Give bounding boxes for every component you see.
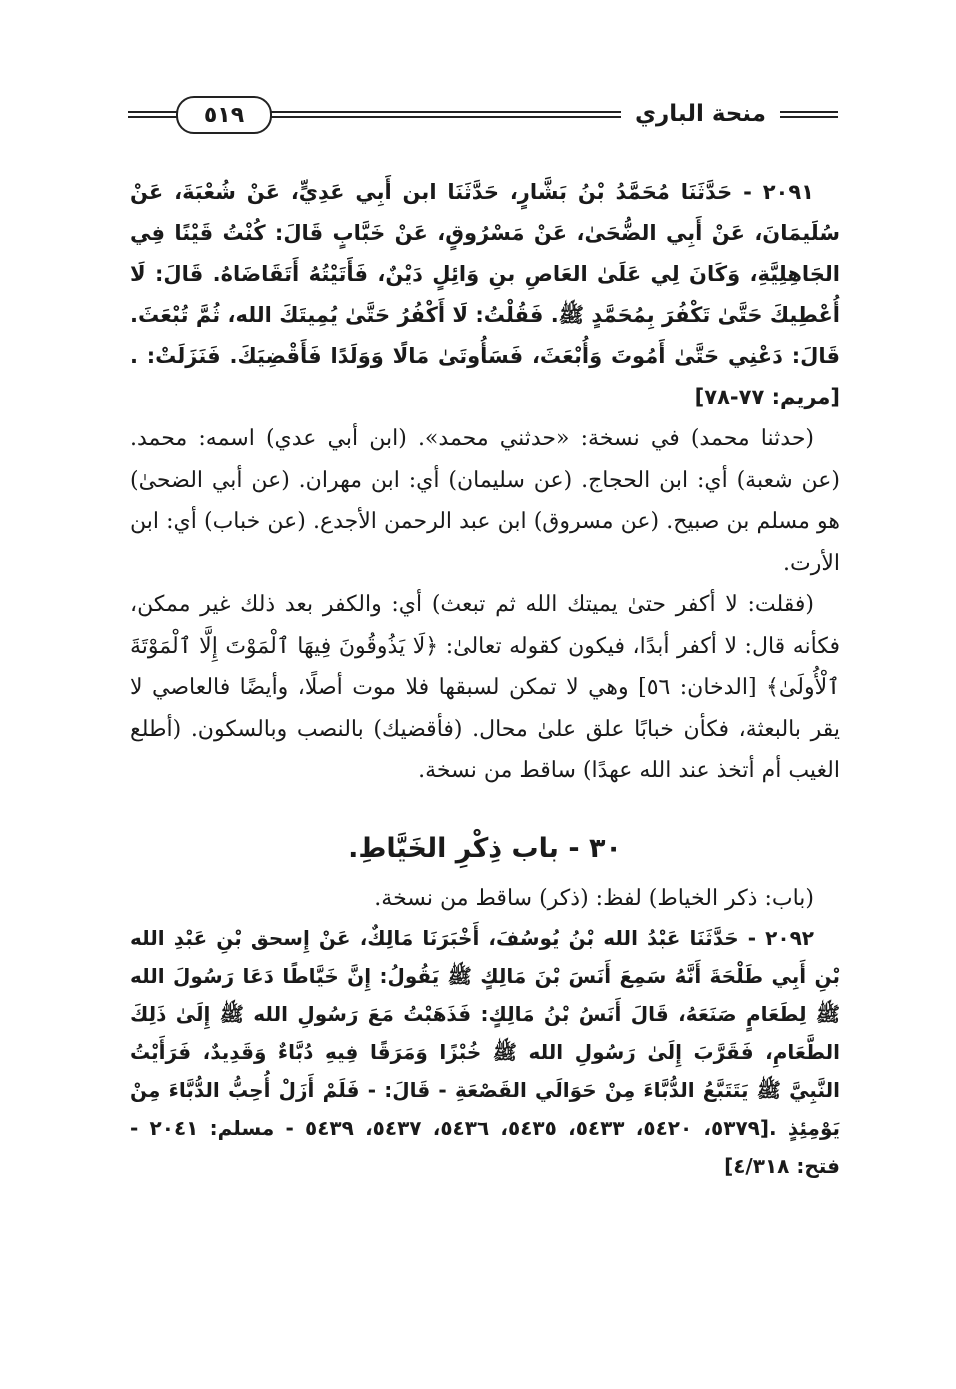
page-header [128, 92, 838, 138]
hadith-2092: ٢٠٩٢ - حَدَّثَنَا عَبْدُ الله بْنُ يُوسُفَ، أَخْبَرَنَا مَالِكٌ، عَنْ إِسحق بْنِ عَبْدِ الله بْنِ أَبِي طَلْحَةَ أَنَّهُ سَمِعَ أَنَسَ بْنَ مَالِكٍ ﷺ يَقُولُ: إِنَّ خَيَّاطًا دَعَا رَسُولَ الله ﷺ لِطَعَامٍ صَنَعَهُ، قَالَ أَنَسُ بْنُ مَالِكٍ: فَذَهَبْتُ مَعَ رَسُولِ الله ﷺ إِلَىٰ ذَلِكَ الطَّعَامِ، فَقَرَّبَ إِلَىٰ رَسُولِ الله ﷺ خُبْزًا وَمَرَقًا فِيهِ دُبَّاءٌ وَقَدِيدٌ، فَرَأَيْتُ النَّبِيَّ ﷺ يَتَتَبَّعُ الدُّبَّاءَ مِنْ حَوَالَي القَصْعَةِ - قَالَ: - فَلَمْ أَزَلْ أُحِبُّ الدُّبَّاءَ مِنْ يَوْمِئِذٍ .[٥٣٧٩، ٥٤٢٠، ٥٤٣٣، ٥٤٣٥، ٥٤٣٦، ٥٤٣٧، ٥٤٣٩ - مسلم: ٢٠٤١ - فتح: ٤/٣١٨] [130, 926, 840, 1178]
chapter-heading: ٣٠ - باب ذِكْرِ الخَيَّاطِ. [348, 832, 622, 864]
header-ornament-dash [790, 111, 838, 118]
book-title: منحة الباري [621, 94, 780, 134]
commentary-chapter: (باب: ذكر الخياط) لفظ: (ذكر) ساقط من نسخة. [374, 885, 814, 911]
commentary-2091-paragraph-2: (فقلت: لا أكفر حتىٰ يميتك الله ثم تبعث) أي: والكفر بعد ذلك غير ممكن، فكأنه قال: لا أكفر أبدًا، فيكون كقوله تعالىٰ: ﴿لَا يَذُوقُونَ فِيهَا ٱلْمَوْتَ إِلَّا ٱلْمَوْتَةَ ٱلْأُولَىٰ﴾ [الدخان: ٥٦] وهي لا تمكن لسبقها فلا موت أصلًا، وأيضًا فالعاصي لا يقر بالبعثة، فكأن خبابًا علق علىٰ محال. (فأقضيك) بالنصب وبالسكون. (أطلع الغيب أم أتخذ عند الله عهدًا) ساقط من نسخة. [130, 592, 841, 783]
hadith-2091: ٢٠٩١ - حَدَّثَنَا مُحَمَّدُ بْنُ بَشَّارٍ، حَدَّثَنَا ابن أَبِي عَدِيٍّ، عَنْ شُعْبَةَ، عَنْ سُلَيمَانَ، عَنْ أَبِي الضُّحَىٰ، عَنْ مَسْرُوقٍ، عَنْ خَبَّابٍ قَالَ: كُنْتُ قَيْنًا فِي الجَاهِلِيَّةِ، وَكَانَ لِي عَلَىٰ العَاصِ بنِ وَائِلٍ دَيْنٌ، فَأَتَيْتُهُ أَتَقَاضَاهُ. قَالَ: لَا أُعْطِيكَ حَتَّىٰ تَكْفُرَ بِمُحَمَّدٍ ﷺ. فَقُلْتُ: لَا أَكْفُرُ حَتَّىٰ يُمِيتَكَ الله، ثُمَّ تُبْعَثَ. قَالَ: دَعْنِي حَتَّىٰ أَمُوتَ وَأُبْعَثَ، فَسَأُوتَىٰ مَالًا وَوَلَدًا فَأَقْضِيَكَ. فَنَزَلَتْ: .[مريم: ٧٧-٧٨] [130, 180, 840, 409]
page-content [130, 172, 840, 1185]
commentary-2091-paragraph-1: (حدثنا محمد) في نسخة: «حدثني محمد». (ابن أبي عدي) اسمه: محمد. (عن شعبة) أي: ابن الحجاج. (عن سليمان) أي: ابن مهران. (عن أبي الضحىٰ) هو مسلم بن صبيح. (عن مسروق) ابن عبد الرحمن الأجدع. (عن خباب) أي: ابن الأرت. [130, 426, 840, 576]
page-number: ٥١٩ [176, 96, 272, 134]
